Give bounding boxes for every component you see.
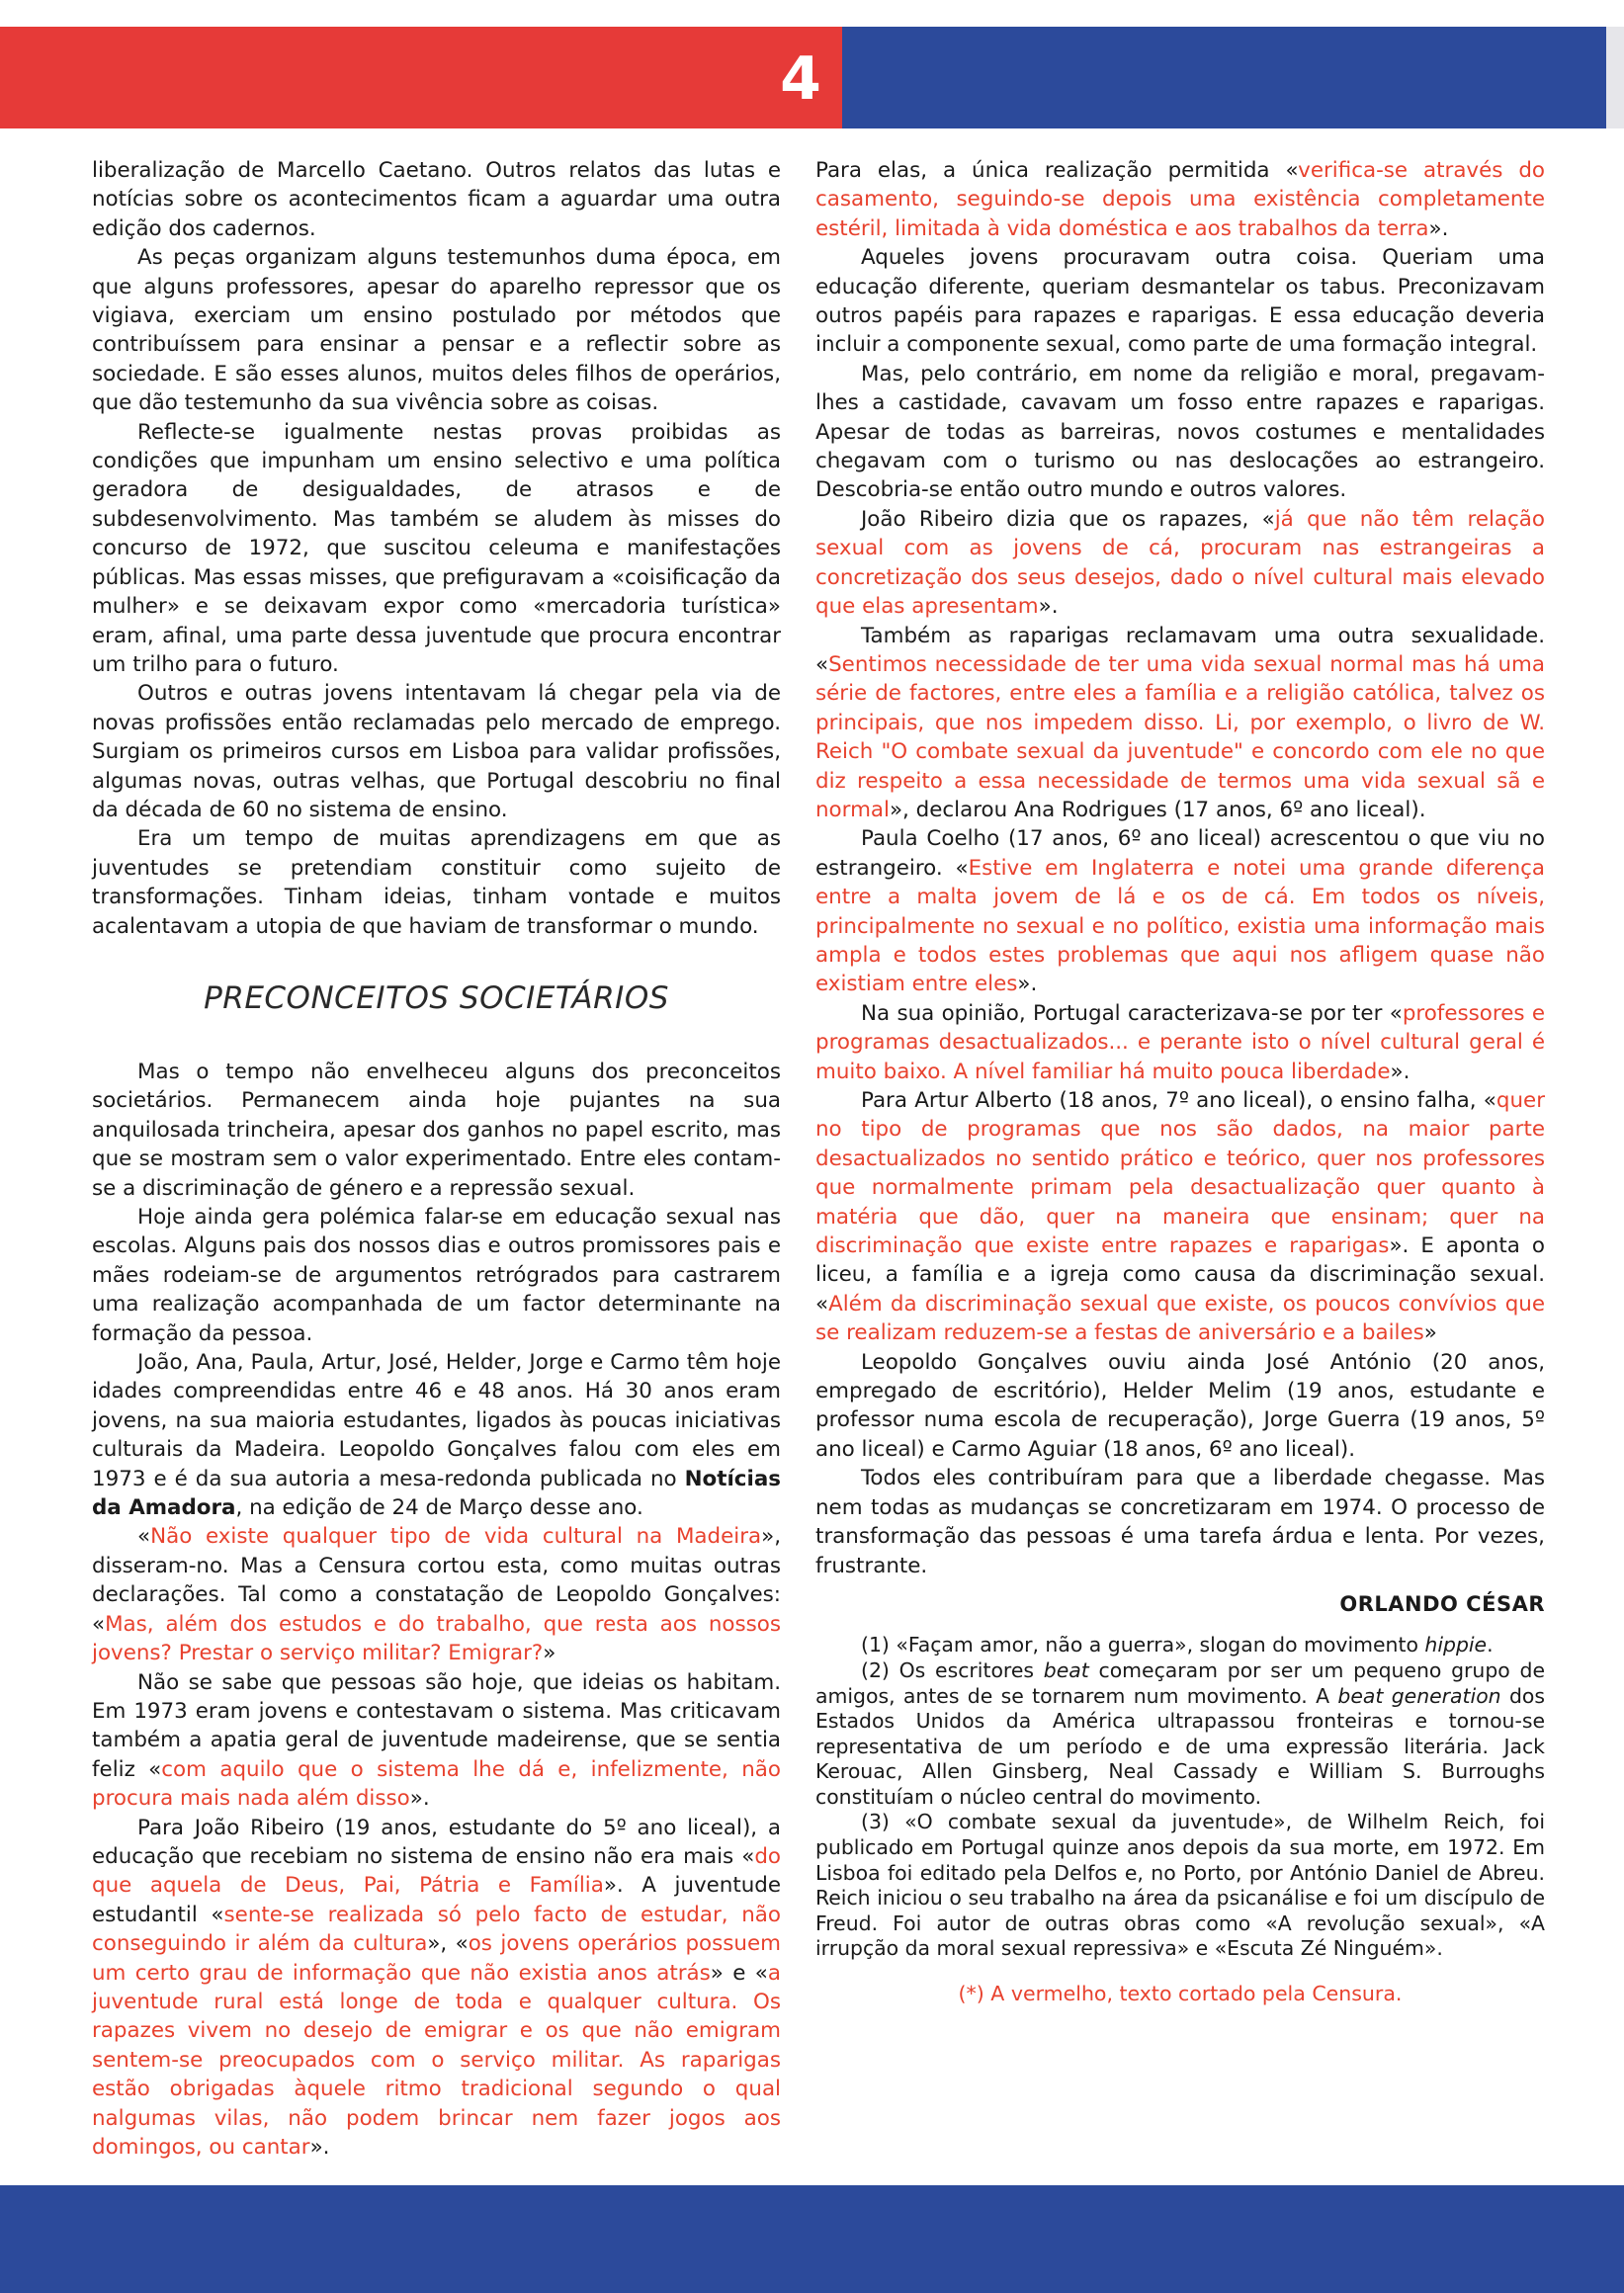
section-heading: PRECONCEITOS SOCIETÁRIOS bbox=[204, 979, 669, 1016]
censored-text: os jovens operários possuem um certo grau de informação que não existia anos atrás bbox=[92, 1931, 781, 1986]
censored-text: professores e programas desactualizados... e perante isto o nível cultural geral é muito baixo. A nível familiar há muito pouca liberdade bbox=[815, 1000, 1545, 1084]
censored-text: Sentimos necessidade de ter uma vida sexual normal mas há uma série de factores, entre eles a família e a religião católica, talvez os principais, que nos impedem disso. Li, por exemplo, o livro de W. Reich "O combate sexual da juventude" e concordo com ele no que diz respeito a essa necessidade de termos uma vida sexual sã e normal bbox=[815, 651, 1545, 822]
text: » bbox=[1423, 1320, 1437, 1346]
text: , na edição de 24 de Março desse ano. bbox=[235, 1495, 643, 1521]
text: dos Estados Unidos da América ultrapassou fronteiras e tornou-se representativa de um período e de uma expressão literária. Jack Kerouac, Allen Ginsberg, Neal Cassady e William S. Burroughs constituíam o núcleo central do movimento. bbox=[815, 1683, 1545, 1809]
paragraph: Outros e outras jovens intentavam lá chegar pela via de novas profissões então reclamadas pelo mercado de emprego. Surgiam os primeiros cursos em Lisboa para validar profissões, algumas novas, outras velhas, que Portugal descobriu no final da década de 60 no sistema de ensino. bbox=[92, 681, 781, 822]
censored-text: quer no tipo de programas que nos são dados, na maior parte desactualizados no sentido prático e teórico, quer nos professores que normalmente primam pela desactualização quer quanto à matéria que dão, quer na maneira que ensinam; quer na discriminação que existe entre rapazes e raparigas bbox=[815, 1088, 1545, 1259]
footnote-mark: (2) bbox=[861, 1657, 890, 1682]
text: ». A juventude estudantil « bbox=[92, 1873, 781, 1927]
text: », declarou Ana Rodrigues (17 anos, 6º ano liceal). bbox=[889, 797, 1426, 822]
paragraph bbox=[815, 505, 1545, 622]
paragraph: Todos eles contribuíram para que a liberdade chegasse. Mas nem todas as mudanças se concretizaram em 1974. O processo de transformação das pessoas é uma tarefa árdua e lenta. Por vezes, frustrante. bbox=[815, 1466, 1545, 1578]
paragraph bbox=[815, 999, 1545, 1086]
text: ». bbox=[409, 1786, 430, 1812]
text: Para Artur Alberto (18 anos, 7º ano liceal), o ensino falha, « bbox=[861, 1088, 1496, 1113]
footer-blue-band bbox=[0, 2185, 1624, 2293]
censorship-note: (*) A vermelho, texto cortado pela Censura. bbox=[958, 1982, 1403, 2006]
censored-text: sente-se realizada só pelo facto de estudar, não conseguindo ir além da cultura bbox=[92, 1902, 781, 1957]
text: » bbox=[543, 1641, 556, 1666]
header-red-band bbox=[0, 27, 842, 128]
text: ». bbox=[1428, 215, 1449, 241]
text: Os escritores bbox=[889, 1657, 1044, 1682]
censored-text: Não existe qualquer tipo de vida cultural na Madeira bbox=[150, 1524, 762, 1550]
footnote bbox=[815, 1658, 1545, 1811]
paragraph bbox=[92, 1348, 781, 1522]
censored-text: Estive em Inglaterra e notei uma grande diferença entre a malta jovem de lá e os de cá. Em todos os níveis, principalmente no sexual e no político, existia uma informação mais ampla e todos estes problemas que aqui nos afligem quase não existiam entre eles bbox=[815, 855, 1545, 997]
text: Para elas, a única realização permitida « bbox=[815, 158, 1299, 183]
text: », « bbox=[427, 1931, 469, 1957]
text: », disseram-no. Mas a Censura cortou esta, como muitas outras declarações. Tal como a constatação de Leopoldo Gonçalves: « bbox=[92, 1524, 781, 1637]
paragraph: Mas, pelo contrário, em nome da religião e moral, pregavam-lhes a castidade, cavavam um fosso entre rapazes e raparigas. Apesar de todas as barreiras, novos costumes e mentalidades chegavam com o turismo ou nas deslocações ao estrangeiro. Descobria-se então outro mundo e outros valores. bbox=[815, 361, 1545, 503]
text: «O combate sexual da juventude», de Wilhelm Reich, foi publicado em Portugal quinze anos depois da sua morte, em 1972. Em Lisboa foi editado pela Delfos e, no Porto, por António Daniel de Abreu. Reich iniciou o seu trabalho na área da psicanálise e foi um discípulo de Freud. Foi autor de outras obras como «A revolução sexual», «A irrupção da moral sexual repressiva» e «Escuta Zé Ninguém». bbox=[815, 1810, 1545, 1961]
paragraph bbox=[815, 156, 1545, 243]
footnote-mark: (1) bbox=[861, 1633, 890, 1657]
censored-text: Além da discriminação sexual que existe, os poucos convívios que se realizam reduzem-se a festas de aniversário e a bailes bbox=[815, 1291, 1545, 1346]
paragraph: Era um tempo de muitas aprendizagens em que as juventudes se pretendiam constituir como sujeito de transformações. Tinham ideias, tinham vontade e muitos acalentavam a utopia de que haviam de transformar o mundo. bbox=[92, 826, 781, 939]
text: João Ribeiro dizia que os rapazes, « bbox=[861, 506, 1275, 532]
text: João, Ana, Paula, Artur, José, Helder, Jorge e Carmo têm hoje idades compreendidas entre 46 e 48 anos. Há 30 anos eram jovens, na sua maioria estudantes, ligados às poucas iniciativas culturais da Madeira. Leopoldo Gonçalves falou com eles em 1973 e é da sua autoria a mesa-redonda publicada no bbox=[92, 1350, 781, 1491]
text: Não se sabe que pessoas são hoje, que ideias os habitam. Em 1973 eram jovens e contestavam o sistema. Mas criticavam também a apatia geral de juventude madeirense, que se sentia feliz « bbox=[92, 1669, 781, 1782]
text: hippie bbox=[1424, 1633, 1488, 1657]
text: Também as raparigas reclamavam uma outra sexualidade. « bbox=[815, 623, 1545, 677]
censored-text: verifica-se através do casamento, seguindo-se depois uma existência completamente estéril, limitada à vida doméstica e aos trabalhos da terra bbox=[815, 158, 1545, 241]
footnote bbox=[815, 1633, 1545, 1658]
text: » e « bbox=[710, 1960, 768, 1986]
paragraph bbox=[815, 1086, 1545, 1348]
paragraph: As peças organizam alguns testemunhos duma época, em que alguns professores, apesar do aparelho repressor que os vigiava, exerciam um ensino postulado por métodos que contribuíssem para ensinar a pensar e a reflectir sobre as sociedade. E são esses alunos, muitos deles filhos de operários, que dão testemunho da sua vivência sobre as coisas. bbox=[92, 245, 781, 416]
text: beat generation bbox=[1337, 1683, 1501, 1708]
text: Para João Ribeiro (19 anos, estudante do 5º ano liceal), a educação que recebiam no sistema de ensino não era mais « bbox=[92, 1815, 781, 1869]
censored-text: com aquilo que o sistema lhe dá e, infelizmente, não procura mais nada além disso bbox=[92, 1756, 781, 1812]
text: começaram por ser um pequeno grupo de amigos, antes de se tornarem num movimento. A bbox=[815, 1657, 1545, 1708]
text: ». bbox=[309, 2135, 330, 2160]
censored-text: do que aquela de Deus, Pai, Pátria e Família bbox=[92, 1843, 781, 1899]
paragraph: Leopoldo Gonçalves ouviu ainda José António (20 anos, empregado de escritório), Helder Melim (19 anos, estudante e professor numa escola de recuperação), Jorge Guerra (19 anos, 5º ano liceal) e Carmo Aguiar (18 anos, 6º ano liceal). bbox=[815, 1349, 1545, 1462]
text: ». bbox=[1390, 1059, 1410, 1084]
censored-text: Mas, além dos estudos e do trabalho, que resta aos nossos jovens? Prestar o serviço militar? Emigrar? bbox=[92, 1611, 781, 1666]
author-signature: ORLANDO CÉSAR bbox=[1339, 1591, 1545, 1616]
footnotes bbox=[815, 1633, 1545, 1962]
paragraph: liberalização de Marcello Caetano. Outros relatos das lutas e notícias sobre os acontecimentos ficam a aguardar uma outra edição dos cadernos. bbox=[92, 158, 781, 241]
text: «Façam amor, não a guerra», slogan do movimento bbox=[889, 1633, 1425, 1657]
text: Paula Coelho (17 anos, 6º ano liceal) acrescentou o que viu no estrangeiro. « bbox=[815, 826, 1545, 881]
paragraph: Mas o tempo não envelheceu alguns dos preconceitos societários. Permanecem ainda hoje pujantes na sua anquilosada trincheira, apesar dos ganhos no papel escrito, mas que se mostram sem o valor experimentado. Entre eles contam-se a discriminação de género e a repressão sexual. bbox=[92, 1059, 781, 1201]
paragraph bbox=[92, 1814, 781, 2163]
header-edge bbox=[1606, 27, 1624, 128]
censored-text: já que não têm relação sexual com as jovens de cá, procuram nas estrangeiras a concretização dos seus desejos, dado o nível cultural mais elevado que elas apresentam bbox=[815, 506, 1545, 620]
page-number: 4 bbox=[780, 44, 821, 114]
newspaper-title: Notícias da Amadora bbox=[92, 1466, 781, 1521]
text: ». bbox=[1017, 972, 1038, 997]
footnote bbox=[815, 1810, 1545, 1962]
paragraph: Reflecte-se igualmente nestas provas proibidas as condições que impunham um ensino selectivo e uma política geradora de desigualdades, de atrasos e de subdesenvolvimento. Mas também se aludem às misses do concurso de 1972, que suscitou celeuma e manifestações públicas. Mas essas misses, que prefiguravam a «coisificação da mulher» e se deixavam expor como «mercadoria turística» eram, afinal, uma parte dessa juventude que procura encontrar um trilho para o futuro. bbox=[92, 419, 781, 677]
paragraph bbox=[92, 1522, 781, 1667]
text: Na sua opinião, Portugal caracterizava-se por ter « bbox=[861, 1000, 1403, 1026]
text: . bbox=[1487, 1633, 1494, 1657]
text: « bbox=[137, 1524, 151, 1550]
paragraph: Hoje ainda gera polémica falar-se em educação sexual nas escolas. Alguns pais dos nossos dias e outros promissores pais e mães rodeiam-se de argumentos retrógrados para castrarem uma realização acompanhada de um factor determinante na formação da pessoa. bbox=[92, 1205, 781, 1346]
header-blue-band bbox=[842, 27, 1606, 128]
paragraph: Aqueles jovens procuravam outra coisa. Queriam uma educação diferente, queriam desmantelar os tabus. Preconizavam outros papéis para rapazes e raparigas. E essa educação deveria incluir a componente sexual, como parte de uma formação integral. bbox=[815, 245, 1545, 358]
censored-text: a juventude rural está longe de toda e qualquer cultura. Os rapazes vivem no desejo de emigrar e os que não emigram sentem-se preocupados com o serviço militar. As raparigas estão obrigadas àquele ritmo tradicional segundo o qual nalgumas vilas, não podem brincar nem fazer jogos aos domingos, ou cantar bbox=[92, 1960, 781, 2160]
paragraph bbox=[815, 622, 1545, 825]
right-column bbox=[815, 156, 1545, 2008]
text: ». bbox=[1038, 594, 1059, 620]
text: beat bbox=[1043, 1657, 1089, 1682]
footnote-mark: (3) bbox=[861, 1810, 890, 1834]
paragraph bbox=[815, 824, 1545, 998]
paragraph bbox=[92, 1668, 781, 1814]
text: ». E aponta o liceu, a família e a igreja como causa da discriminação sexual. « bbox=[815, 1233, 1546, 1316]
left-column bbox=[92, 156, 781, 2162]
